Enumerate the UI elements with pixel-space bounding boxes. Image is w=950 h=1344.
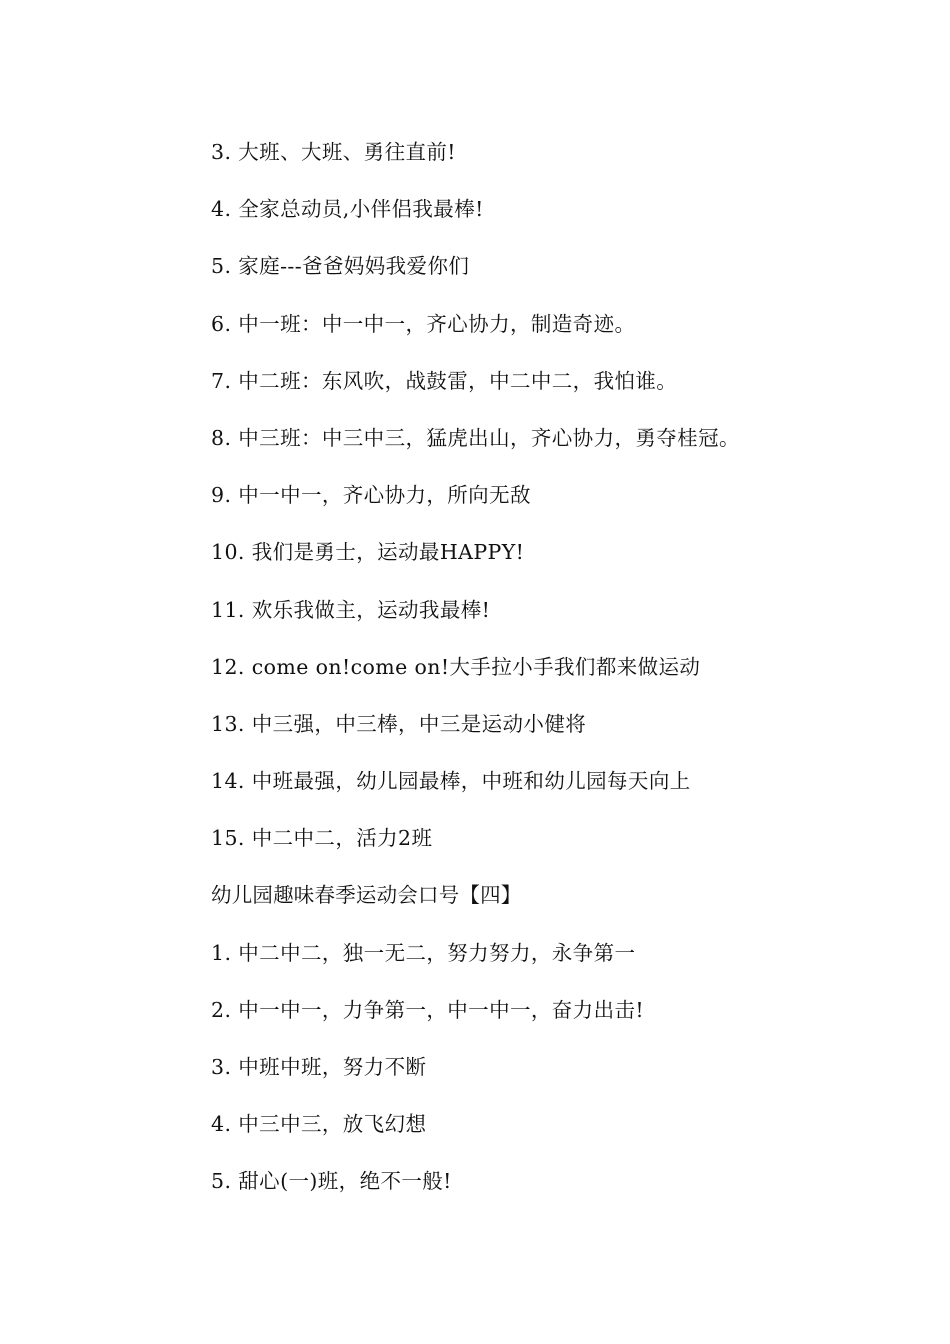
list-item-text: 中三强，中三棒，中三是运动小健将	[251, 711, 587, 736]
list-item-text: 中二中二，独一无二，努力努力，永争第一	[238, 940, 636, 965]
list-item-text: 欢乐我做主，运动我最棒!	[251, 597, 491, 622]
list-item-text: 中三班：中三中三，猛虎出山，齐心协力，勇夺桂冠。	[238, 425, 740, 450]
list-item-number: 8.	[211, 425, 232, 450]
list-item-number: 3.	[211, 1055, 232, 1079]
list-item-number: 6.	[211, 311, 232, 336]
list-item	[211, 134, 911, 191]
list-item-text: 中一中一，齐心协力，所向无敌	[238, 483, 531, 508]
list-item-number: 7.	[211, 368, 232, 393]
list-item-text: 我们是勇士，运动最HAPPY!	[251, 540, 525, 565]
list-item	[211, 248, 911, 305]
list-item-number: 12.	[211, 654, 245, 679]
list-item-text: 全家总动员,小伴侣我最棒!	[238, 197, 484, 222]
list-item-number: 11.	[211, 597, 245, 622]
list-item	[211, 820, 911, 877]
list-item-number: 4.	[211, 1112, 232, 1137]
list-item	[211, 763, 911, 820]
list-item-number: 3.	[211, 140, 232, 164]
list-item	[211, 1163, 911, 1220]
list-item-number: 9.	[211, 483, 232, 508]
list-item-text: 家庭---爸爸妈妈我爱你们	[238, 254, 470, 279]
list-item-number: 2.	[211, 997, 232, 1022]
document-body	[211, 134, 911, 1221]
list-item-text: 大班、大班、勇往直前!	[238, 140, 456, 164]
list-item-text: 中一中一，力争第一，中一中一，奋力出击!	[238, 997, 645, 1022]
list-item	[211, 363, 911, 420]
list-item-text: 中二班：东风吹，战鼓雷，中二中二，我怕谁。	[238, 368, 678, 393]
list-item	[211, 1049, 911, 1106]
list-item-number: 15.	[211, 826, 245, 851]
list-item-number: 5.	[211, 254, 232, 279]
list-item-number: 14.	[211, 769, 245, 794]
list-item	[211, 1106, 911, 1163]
list-item-text: 中班中班，努力不断	[238, 1055, 427, 1079]
section-heading: 幼儿园趣味春季运动会口号【四】	[211, 883, 522, 908]
list-item-number: 13.	[211, 711, 245, 736]
list-item-number: 1.	[211, 940, 232, 965]
list-item	[211, 191, 911, 248]
list-item-number: 5.	[211, 1169, 232, 1194]
list-item-text: 中班最强，幼儿园最棒，中班和幼儿园每天向上	[251, 769, 691, 794]
list-item-number: 4.	[211, 197, 232, 222]
list-item-text: 甜心(一)班，绝不一般!	[238, 1169, 452, 1194]
list-item-number: 10.	[211, 540, 245, 565]
list-item-text: 中三中三，放飞幻想	[238, 1112, 427, 1137]
list-item	[211, 420, 911, 477]
list-item	[211, 649, 911, 706]
list-item	[211, 306, 911, 363]
list-item	[211, 706, 911, 763]
list-item	[211, 935, 911, 992]
list-item-text: 中一班：中一中一，齐心协力，制造奇迹。	[238, 311, 636, 336]
list-item	[211, 534, 911, 591]
list-item	[211, 592, 911, 649]
list-item	[211, 477, 911, 534]
list-item	[211, 992, 911, 1049]
list-item-text: come on!come on!大手拉小手我们都来做运动	[251, 654, 701, 679]
list-item-text: 中二中二，活力2班	[251, 826, 433, 851]
